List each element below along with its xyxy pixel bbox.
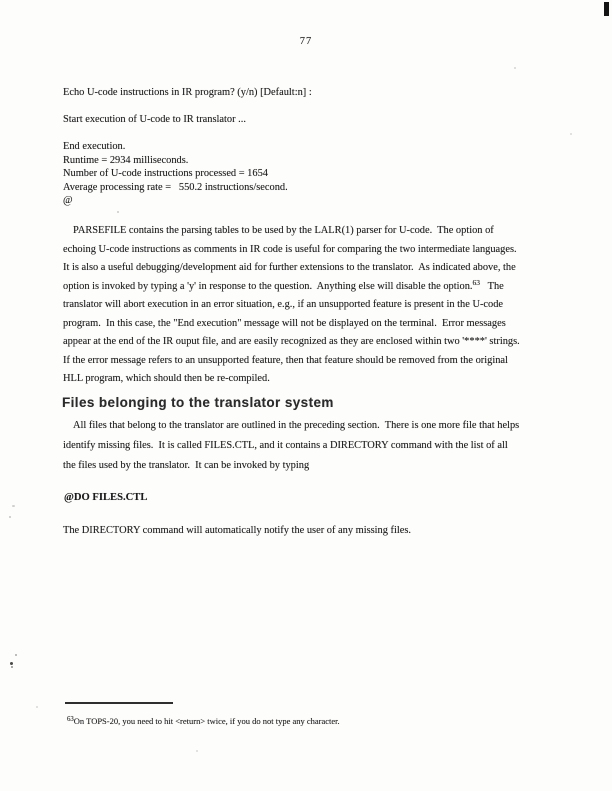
terminal-line: End execution. [63, 141, 126, 152]
paragraph-line: If the error message refers to an unsupported feature, then that feature should be removed from the original [63, 354, 508, 366]
footnote-number: 63 [67, 716, 74, 723]
terminal-line: Start execution of U-code to IR translator ... [63, 114, 246, 125]
paragraph-line: HLL program, which should then be re-compiled. [63, 373, 270, 384]
paragraph-line: PARSEFILE contains the parsing tables to be used by the LALR(1) parser for U-code. The option of [73, 225, 494, 236]
terminal-line [63, 127, 312, 141]
scan-speck [117, 211, 119, 213]
terminal-line [63, 100, 312, 114]
scan-speck [15, 654, 17, 656]
terminal-line: Number of U-code instructions processed = 1654 [63, 168, 268, 179]
paragraph-line: program. In this case, the "End execution" message will not be displayed on the terminal. Error messages [63, 317, 506, 329]
footnote-separator [65, 702, 173, 704]
page-number: 77 [299, 36, 313, 47]
paragraph-line: the files used by the translator. It can be invoked by typing [63, 460, 310, 471]
footnote-reference: 63 [472, 278, 481, 287]
scan-edge-mark [604, 2, 609, 16]
paragraph-text: option is invoked by typing a 'y' in response to the question. Anything else will disable the option. [63, 280, 473, 292]
scan-speck [9, 516, 11, 518]
scan-speck [514, 67, 516, 69]
terminal-line: @ [63, 195, 73, 206]
footnote-text: On TOPS-20, you need to hit <return> twice, if you do not type any character. [73, 716, 340, 726]
paragraph-line: translator will abort execution in an error situation, e.g., if an unsupported feature is present in the U-code [63, 299, 504, 310]
paragraph-line: It is also a useful debugging/development aid for further extensions to the translator. As indicated above, the [63, 262, 516, 273]
scan-speck [570, 133, 572, 135]
paragraph-line: All files that belong to the translator are outlined in the preceding section. There is one more file that helps [73, 420, 520, 431]
closing-sentence: The DIRECTORY command will automatically notify the user of any missing files. [63, 525, 412, 536]
terminal-line: Average processing rate = 550.2 instructions/second. [63, 181, 288, 193]
parsefile-paragraph [63, 222, 520, 389]
scan-speck [10, 662, 13, 665]
paragraph-line: appear at the end of the IR ouput file, and are easily recognized as they are enclosed within two '****' strings. [63, 336, 520, 347]
section-heading: Files belonging to the translator system [62, 395, 334, 410]
footnote [67, 716, 340, 726]
paragraph-text: The [480, 280, 504, 292]
paragraph-line: echoing U-code instructions as comments in IR code is useful for comparing the two intermediate languages. [63, 243, 517, 255]
paragraph-line: identify missing files. It is called FILES.CTL, and it contains a DIRECTORY command with the list of all [63, 440, 508, 451]
do-files-command: @DO FILES.CTL [64, 492, 148, 503]
terminal-transcript [63, 86, 312, 208]
scan-speck [36, 706, 38, 708]
terminal-line: Echo U-code instructions in IR program? (y/n) [Default:n] : [63, 87, 312, 98]
scan-speck [11, 666, 13, 668]
paragraph-line-with-footnote-ref [63, 278, 520, 297]
scan-speck [12, 505, 15, 507]
terminal-line: Runtime = 2934 milliseconds. [63, 154, 189, 166]
scan-speck [196, 750, 198, 752]
files-paragraph [63, 416, 519, 476]
